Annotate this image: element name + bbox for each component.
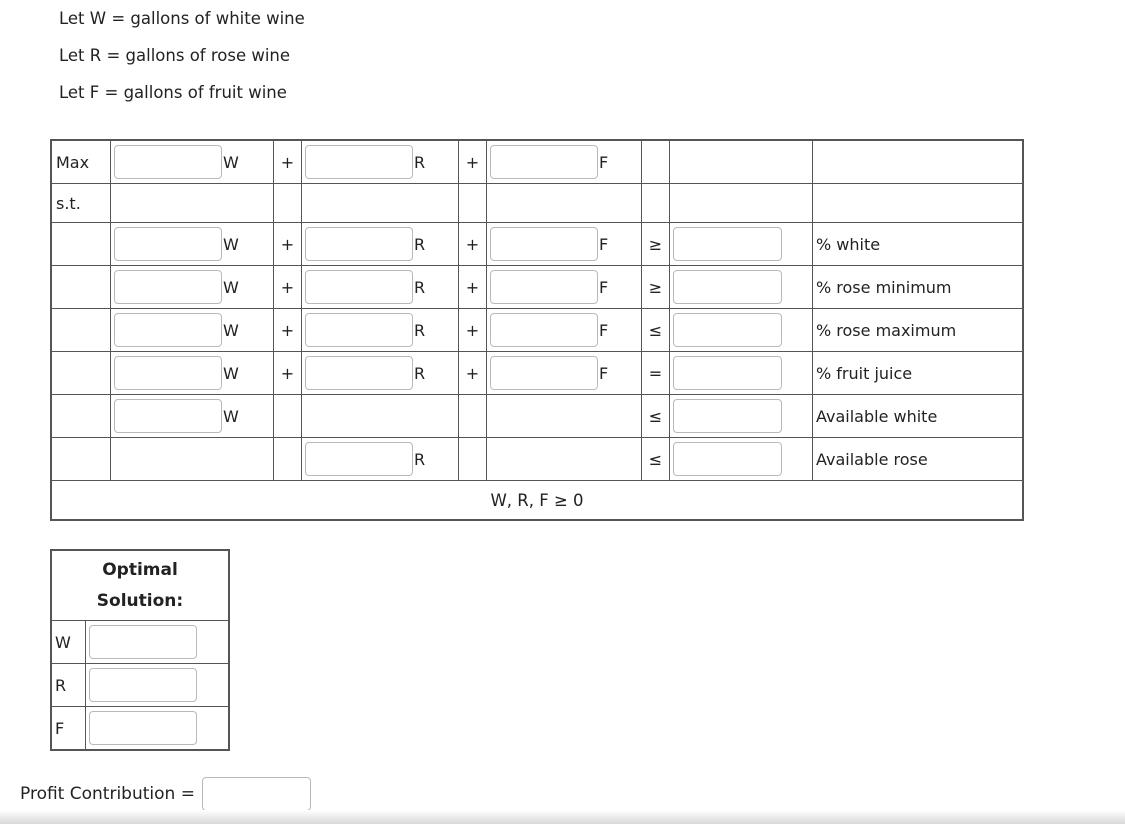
var-label: W	[223, 320, 239, 340]
var-label: R	[414, 277, 426, 297]
relation-operator: =	[642, 352, 670, 395]
coef-w-input[interactable]	[114, 227, 222, 261]
relation-operator: ≥	[642, 266, 670, 309]
coef-w-input[interactable]	[114, 313, 222, 347]
constraint-row	[51, 395, 1023, 438]
solution-var-label: F	[51, 707, 86, 751]
objective-sense: Max	[51, 140, 111, 184]
plus-sign: +	[459, 352, 487, 395]
coef-f-input[interactable]	[490, 270, 598, 304]
var-label: W	[223, 363, 239, 383]
constraint-row	[51, 223, 1023, 266]
nonnegativity-text: W, R, F ≥ 0	[51, 481, 1023, 521]
objective-coef-f-input[interactable]	[490, 145, 598, 179]
coef-r-input[interactable]	[305, 270, 413, 304]
coef-r-input[interactable]	[305, 442, 413, 476]
plus-sign: +	[274, 223, 302, 266]
var-label: W	[223, 234, 239, 254]
rhs-input[interactable]	[673, 227, 782, 261]
plus-sign: +	[274, 140, 302, 184]
var-label: F	[599, 152, 609, 172]
constraint-label: % rose maximum	[813, 309, 1024, 352]
constraint-label: % white	[813, 223, 1024, 266]
objective-coef-w-input[interactable]	[114, 145, 222, 179]
plus-sign: +	[459, 266, 487, 309]
coef-r-input[interactable]	[305, 227, 413, 261]
coef-f-input[interactable]	[490, 356, 598, 390]
optimal-title-line2: Solution:	[96, 590, 184, 611]
objective-coef-r-input[interactable]	[305, 145, 413, 179]
plus-sign: +	[274, 352, 302, 395]
solution-row-f	[51, 707, 229, 751]
solution-row-r	[51, 664, 229, 707]
constraint-row	[51, 352, 1023, 395]
constraint-label: Available rose	[813, 438, 1024, 481]
var-label: R	[414, 320, 426, 340]
plus-sign: +	[274, 309, 302, 352]
constraint-row	[51, 438, 1023, 481]
var-label: W	[223, 277, 239, 297]
definition-f: Let F = gallons of fruit wine	[59, 83, 287, 102]
definition-w: Let W = gallons of white wine	[59, 9, 305, 28]
profit-input[interactable]	[202, 777, 311, 811]
var-label: W	[223, 152, 239, 172]
plus-sign: +	[459, 223, 487, 266]
var-label: F	[599, 234, 609, 254]
var-label: W	[223, 406, 239, 426]
relation-operator: ≤	[642, 395, 670, 438]
plus-sign: +	[459, 140, 487, 184]
coef-f-input[interactable]	[490, 313, 598, 347]
plus-sign: +	[274, 266, 302, 309]
coef-w-input[interactable]	[114, 356, 222, 390]
constraint-label: Available white	[813, 395, 1024, 438]
rhs-input[interactable]	[673, 270, 782, 304]
solution-r-input[interactable]	[89, 668, 197, 702]
relation-operator: ≥	[642, 223, 670, 266]
nonnegativity-row	[51, 481, 1023, 521]
coef-w-input[interactable]	[114, 399, 222, 433]
optimal-title-line1: Optimal	[102, 559, 178, 580]
constraint-label: % rose minimum	[813, 266, 1024, 309]
rhs-input[interactable]	[673, 356, 782, 390]
solution-w-input[interactable]	[89, 625, 197, 659]
st-label: s.t.	[51, 184, 111, 223]
lp-model-table	[50, 139, 1024, 521]
relation-operator: ≤	[642, 309, 670, 352]
objective-row	[51, 140, 1023, 184]
constraint-row	[51, 266, 1023, 309]
solution-var-label: R	[51, 664, 86, 707]
rhs-input[interactable]	[673, 442, 782, 476]
var-label: F	[599, 277, 609, 297]
coef-f-input[interactable]	[490, 227, 598, 261]
page-bottom-shadow	[0, 810, 1125, 824]
optimal-solution-heading	[51, 550, 229, 621]
solution-var-label: W	[51, 621, 86, 664]
var-label: F	[599, 320, 609, 340]
var-label: R	[414, 152, 426, 172]
rhs-input[interactable]	[673, 313, 782, 347]
variable-definitions	[59, 8, 305, 119]
plus-sign: +	[459, 309, 487, 352]
coef-w-input[interactable]	[114, 270, 222, 304]
constraint-row	[51, 309, 1023, 352]
relation-operator: ≤	[642, 438, 670, 481]
coef-r-input[interactable]	[305, 313, 413, 347]
var-label: R	[414, 234, 426, 254]
solution-row-w	[51, 621, 229, 664]
solution-f-input[interactable]	[89, 711, 197, 745]
var-label: R	[414, 363, 426, 383]
var-label: R	[414, 449, 426, 469]
constraint-label: % fruit juice	[813, 352, 1024, 395]
coef-r-input[interactable]	[305, 356, 413, 390]
profit-label: Profit Contribution =	[20, 784, 195, 804]
profit-contribution	[20, 777, 311, 811]
var-label: F	[599, 363, 609, 383]
st-row	[51, 184, 1023, 223]
optimal-solution-table	[50, 549, 230, 751]
definition-r: Let R = gallons of rose wine	[59, 46, 291, 65]
rhs-input[interactable]	[673, 399, 782, 433]
